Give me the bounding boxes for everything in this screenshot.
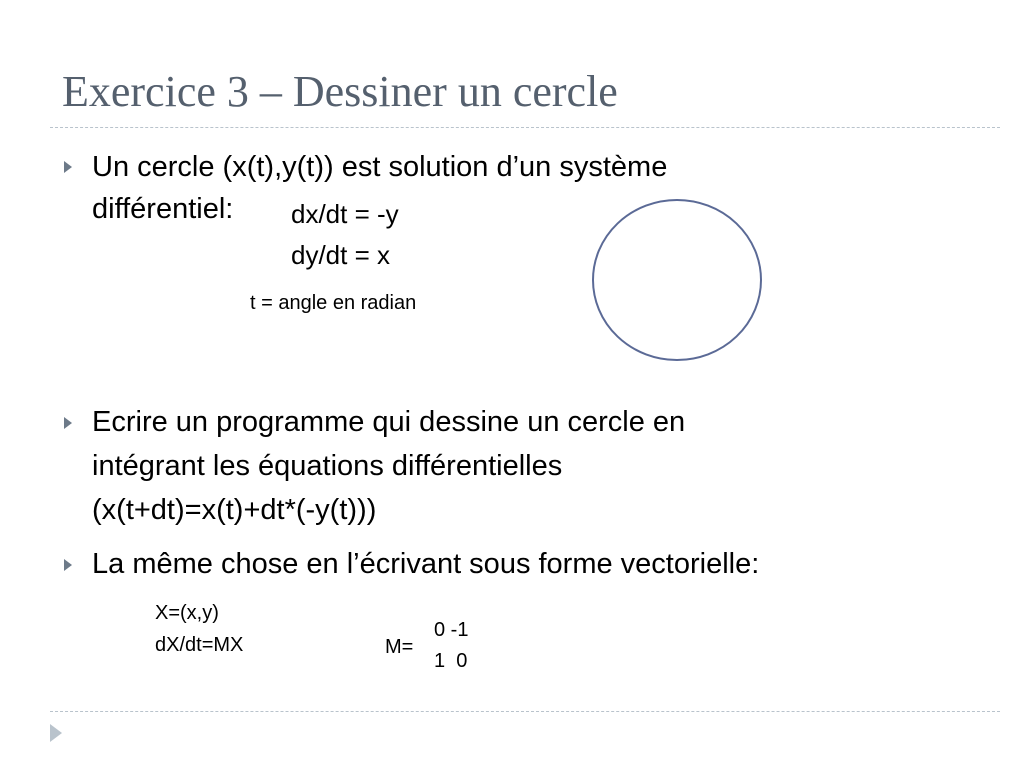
equation-dy-dt: dy/dt = x — [291, 240, 390, 270]
next-slide-arrow-icon[interactable] — [50, 724, 62, 742]
vector-definition: X=(x,y) — [155, 602, 219, 624]
bullet2-line3: (x(t+dt)=x(t)+dt*(-y(t))) — [92, 494, 377, 526]
bullet1-line2: différentiel: — [92, 193, 234, 225]
matrix-row-1: 0 -1 — [434, 619, 469, 641]
bullet-arrow-icon — [64, 417, 72, 429]
angle-note: t = angle en radian — [250, 292, 417, 314]
matrix-label: M= — [385, 636, 414, 658]
footer-divider — [50, 711, 1000, 712]
bullet-arrow-icon — [64, 161, 72, 173]
matrix-row-2: 1 0 — [434, 650, 468, 672]
bullet-arrow-icon — [64, 559, 72, 571]
bullet1-line1: Un cercle (x(t),y(t)) est solution d’un système — [92, 151, 668, 183]
bullet2-line1: Ecrire un programme qui dessine un cercle en — [92, 406, 686, 438]
circle-drawing — [588, 195, 766, 365]
equation-dx-dt: dx/dt = -y — [291, 199, 399, 229]
bullet3-line1: La même chose en l’écrivant sous forme vectorielle: — [92, 548, 760, 580]
circle-shape — [593, 200, 761, 360]
title-divider — [50, 127, 1000, 128]
bullet2-line2: intégrant les équations différentielles — [92, 450, 563, 482]
vector-equation: dX/dt=MX — [155, 634, 244, 656]
slide-title: Exercice 3 – Dessiner un cercle — [62, 67, 618, 116]
